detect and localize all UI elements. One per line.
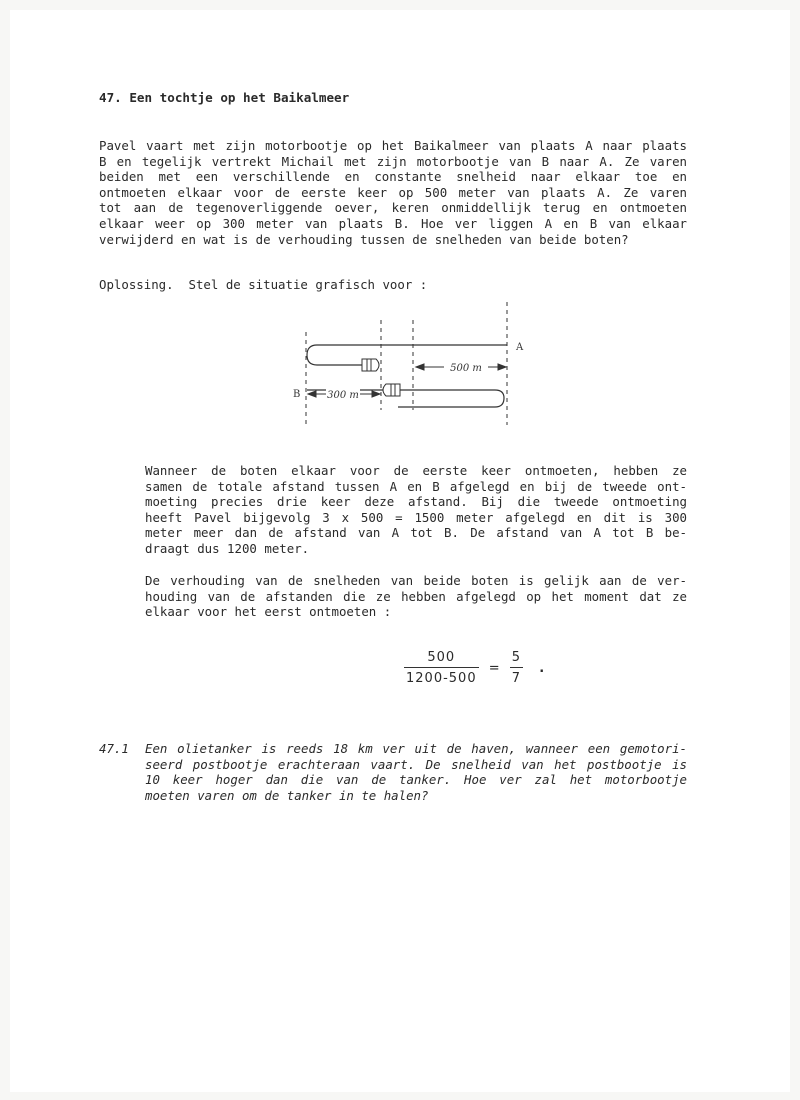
explanation-paragraph: [145, 463, 687, 557]
problem-line: B en tegelijk vertrekt Michail met zijn motorbootje van B naar A. Ze varen: [99, 153, 687, 169]
fraction-right: [510, 650, 523, 686]
problem-line: ontmoeten elkaar voor de eerste keer op 500 meter van plaats A. Ze varen: [99, 184, 687, 200]
problem-line: tot aan de tegenoverliggende oever, keren onmiddellijk terug en ontmoeten: [99, 200, 687, 216]
distance-label-300: 300 m: [327, 390, 359, 401]
point-label-b: B: [293, 389, 301, 400]
explanation-line: meter meer dan de afstand van A tot B. De afstand van A tot B be-: [145, 525, 687, 541]
arrow-right-icon: [498, 364, 506, 370]
distance-label-500: 500 m: [450, 363, 482, 374]
equals-sign: =: [488, 660, 500, 676]
exercise-line: 10 keer hoger dan die van de tanker. Hoe ver zal het motorbootje: [145, 772, 687, 788]
explanation-line: Wanneer de boten elkaar voor de eerste keer ontmoeten, hebben ze: [145, 463, 687, 478]
speed-ratio-formula: [404, 650, 544, 686]
problem-paragraph: [99, 138, 687, 247]
formula-period: .: [539, 660, 545, 676]
exercise-number: 47.1: [99, 741, 129, 756]
boat-michail-icon: [383, 384, 400, 396]
problem-line: beiden met een verschillende en constante snelheid naar elkaar toe en: [99, 169, 687, 185]
section-title: 47. Een tochtje op het Baikalmeer: [99, 90, 350, 105]
arrow-left-icon: [416, 364, 424, 370]
ratio-line: houding van de afstanden die ze hebben afgelegd op het moment dat ze: [145, 588, 687, 604]
ratio-paragraph: [145, 573, 687, 620]
exercise-line: moeten varen om de tanker in te halen?: [145, 787, 429, 803]
problem-line: elkaar weer op 300 meter van plaats B. Hoe ver liggen A en B van elkaar: [99, 215, 687, 231]
problem-line: Pavel vaart met zijn motorbootje op het Baikalmeer van plaats A naar plaats: [99, 138, 687, 153]
boat-route-diagram: [290, 300, 530, 430]
fraction-denominator: 1200-500: [406, 671, 477, 686]
boat-pavel-icon: [362, 359, 379, 371]
explanation-line: moeting precies drie keer deze afstand. Bij die tweede ontmoeting: [145, 494, 687, 510]
ratio-line: elkaar voor het eerst ontmoeten :: [145, 604, 392, 620]
exercise-paragraph: [145, 741, 687, 803]
explanation-line: heeft Pavel bijgevolg 3 x 500 = 1500 meter afgelegd en dit is 300: [145, 509, 687, 525]
exercise-line: seerd postbootje erachteraan vaart. De snelheid van het postbootje is: [145, 756, 687, 772]
point-label-a: A: [516, 342, 524, 353]
fraction-left: [404, 650, 479, 686]
problem-line: verwijderd en wat is de verhouding tussen de snelheden van beide boten?: [99, 231, 629, 247]
fraction-numerator: 5: [510, 650, 523, 668]
explanation-line: samen de totale afstand tussen A en B afgelegd en bij de tweede ont-: [145, 478, 687, 494]
arrow-left-icon: [308, 391, 316, 397]
solution-intro: Oplossing. Stel de situatie grafisch voor :: [99, 277, 428, 292]
explanation-line: draagt dus 1200 meter.: [145, 540, 310, 556]
exercise-line: Een olietanker is reeds 18 km ver uit de haven, wanneer een gemotori-: [145, 741, 687, 756]
fraction-denominator: 7: [511, 671, 522, 686]
ratio-line: De verhouding van de snelheden van beide boten is gelijk aan de ver-: [145, 573, 687, 588]
fraction-numerator: 500: [404, 650, 479, 668]
arrow-right-icon: [372, 391, 380, 397]
